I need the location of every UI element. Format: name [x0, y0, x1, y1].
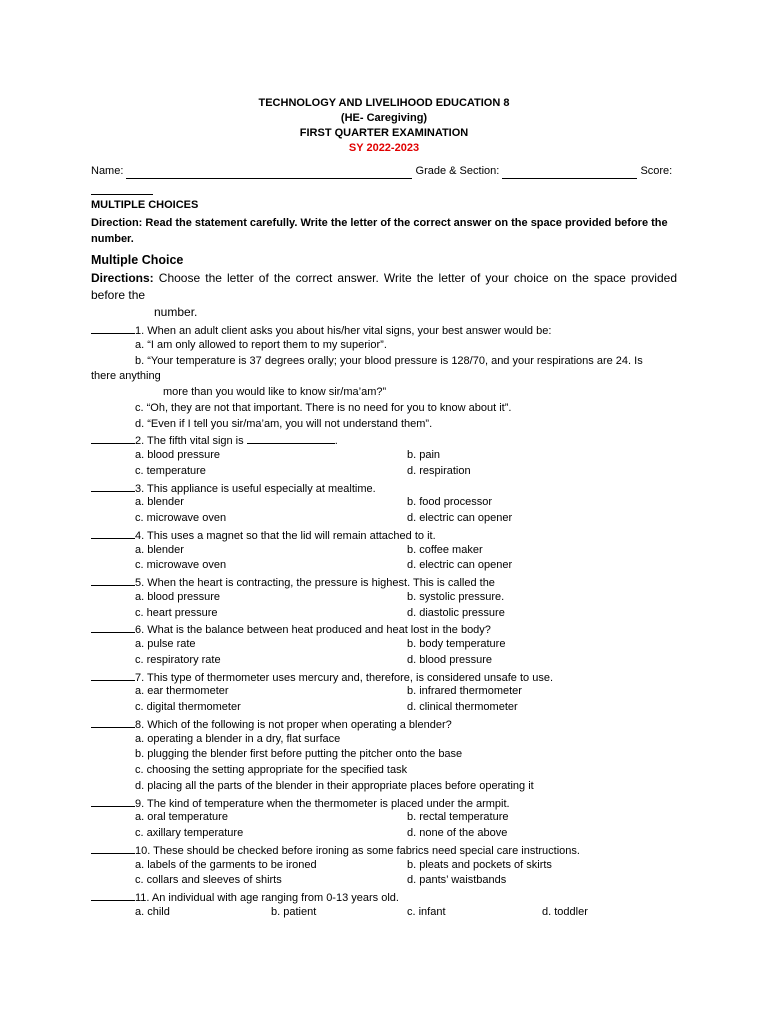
score-field[interactable]: [91, 182, 153, 195]
question-7: [91, 669, 691, 685]
choice-9c: c. axillary temperature: [135, 827, 244, 839]
choice-row: [91, 543, 691, 559]
school-year: SY 2022-2023: [348, 142, 420, 154]
choice-11d: d. toddler: [542, 905, 588, 918]
name-field[interactable]: [126, 166, 412, 179]
choice-9b: b. rectal temperature: [407, 811, 509, 824]
subject-subtitle: (HE- Caregiving): [340, 112, 428, 124]
choice-1c: c. “Oh, they are not that important. There is no need for you to know about it”.: [135, 401, 512, 414]
choice-4c: c. microwave oven: [135, 559, 227, 572]
question-6: [91, 621, 691, 637]
grade-field[interactable]: [502, 166, 637, 179]
choice-row: [91, 684, 691, 700]
choice-row: [91, 558, 691, 574]
choice-1d: d. “Even if I tell you sir/ma’am, you will not understand them”.: [135, 417, 433, 430]
student-info-row: [91, 163, 681, 195]
choice-9a: a. oral temperature: [135, 811, 228, 824]
answer-blank-5[interactable]: [91, 574, 135, 586]
answer-blank-7[interactable]: [91, 669, 135, 681]
choice-row: [91, 905, 691, 921]
choice-10a: a. labels of the garments to be ironed: [135, 858, 317, 871]
choice-10c: c. collars and sleeves of shirts: [135, 874, 282, 887]
question-stem: 2. The fifth vital sign is: [135, 435, 247, 448]
choice-row: [91, 464, 691, 480]
question-stem: 10. These should be checked before ironing as some fabrics need special care instructions.: [135, 844, 580, 857]
choice-11c: c. infant: [407, 905, 446, 918]
question-stem: 1. When an adult client asks you about his/her vital signs, your best answer would be:: [135, 325, 552, 337]
choice-8a: a. operating a blender in a dry, flat surface: [135, 732, 341, 745]
fill-blank[interactable]: [247, 432, 335, 444]
question-1: [91, 322, 691, 338]
question-stem: 6. What is the balance between heat produced and heat lost in the body?: [135, 624, 491, 637]
choice-row: [91, 495, 691, 511]
choice-row: [91, 810, 691, 826]
question-stem: 8. Which of the following is not proper when operating a blender?: [135, 718, 452, 731]
answer-blank-2[interactable]: [91, 432, 135, 444]
section1-title: MULTIPLE CHOICES: [91, 199, 199, 211]
section2-title: Multiple Choice: [91, 253, 184, 267]
subject-title: TECHNOLOGY AND LIVELIHOOD EDUCATION 8: [258, 97, 510, 109]
choice-1b: b. “Your temperature is 37 degrees orally; your blood pressure is 128/70, and your respirations are 24. Is: [135, 354, 643, 367]
section1-direction: Direction: Read the statement carefully. Write the letter of the correct answer on the space provided before the number.: [91, 217, 668, 245]
choice-10b: b. pleats and pockets of skirts: [407, 858, 552, 871]
question-11: [91, 889, 691, 905]
choice-11b: b. patient: [271, 905, 317, 918]
choice-row: [91, 873, 691, 889]
question-5: [91, 574, 691, 590]
answer-blank-11[interactable]: [91, 889, 135, 901]
choice-5c: c. heart pressure: [135, 606, 218, 619]
directions-end: number.: [154, 305, 198, 319]
choice-row: [91, 511, 691, 527]
section2-directions: [91, 270, 677, 304]
choice-row: [91, 606, 691, 622]
choice-8b: b. plugging the blender first before putting the pitcher onto the base: [135, 748, 463, 761]
question-stem: 4. This uses a magnet so that the lid will remain attached to it.: [135, 529, 436, 542]
question-stem-end: .: [334, 435, 338, 448]
choice-7a: a. ear thermometer: [135, 685, 229, 698]
choice-9d: d. none of the above: [407, 827, 508, 839]
directions-label: Directions:: [91, 271, 154, 285]
choice-5d: d. diastolic pressure: [407, 606, 505, 619]
choice-8d: d. placing all the parts of the blender in their appropriate places before operating it: [135, 779, 534, 792]
answer-blank-6[interactable]: [91, 621, 135, 633]
choice-2b: b. pain: [407, 449, 441, 461]
choice-8c: c. choosing the setting appropriate for the specified task: [135, 764, 408, 776]
choice-1a: a. “I am only allowed to report them to my superior”.: [135, 338, 387, 351]
choice-row: [91, 637, 691, 653]
question-2: [91, 432, 691, 448]
score-label: Score:: [640, 165, 673, 177]
choice-4b: b. coffee maker: [407, 543, 483, 556]
question-stem: 5. When the heart is contracting, the pressure is highest. This is called the: [135, 577, 495, 589]
choice-3c: c. microwave oven: [135, 512, 227, 524]
choice-2a: a. blood pressure: [135, 449, 220, 461]
choice-row: [91, 858, 691, 874]
choice-4d: d. electric can opener: [407, 559, 513, 572]
choice-5a: a. blood pressure: [135, 590, 220, 603]
choice-7b: b. infrared thermometer: [407, 685, 522, 698]
question-3: [91, 480, 691, 496]
answer-blank-3[interactable]: [91, 480, 135, 492]
question-stem: 7. This type of thermometer uses mercury and, therefore, is considered unsafe to use.: [135, 671, 554, 684]
choice-6c: c. respiratory rate: [135, 653, 221, 666]
question-stem: 9. The kind of temperature when the thermometer is placed under the armpit.: [135, 797, 510, 810]
choice-6a: a. pulse rate: [135, 638, 196, 650]
choice-1b-cont: more than you would like to know sir/ma’am?”: [163, 386, 387, 398]
choice-2c: c. temperature: [135, 464, 206, 477]
choice-6d: d. blood pressure: [407, 653, 492, 666]
choice-row: [91, 448, 691, 464]
directions-text: Choose the letter of the correct answer. Write the letter of your choice on the space provided before the: [91, 271, 677, 302]
choice-4a: a. blender: [135, 543, 184, 556]
choice-7c: c. digital thermometer: [135, 701, 241, 713]
choice-5b: b. systolic pressure.: [407, 590, 505, 603]
choice-2d: d. respiration: [407, 464, 471, 477]
name-label: Name:: [91, 165, 124, 177]
choice-3b: b. food processor: [407, 496, 492, 509]
choice-1b-wrap: there anything: [91, 370, 161, 383]
question-8: [91, 716, 691, 732]
choice-3a: a. blender: [135, 496, 184, 509]
answer-blank-8[interactable]: [91, 716, 135, 728]
choice-11a: a. child: [135, 905, 170, 918]
choice-row: [91, 700, 691, 716]
answer-blank-9[interactable]: [91, 795, 135, 807]
exam-title: FIRST QUARTER EXAMINATION: [299, 127, 469, 139]
choice-row: [91, 826, 691, 842]
answer-blank-4[interactable]: [91, 527, 135, 539]
answer-blank-1[interactable]: [91, 322, 135, 334]
choice-10d: d. pants’ waistbands: [407, 874, 507, 887]
answer-blank-10[interactable]: [91, 842, 135, 854]
question-10: [91, 842, 691, 858]
question-4: [91, 527, 691, 543]
choice-row: [91, 653, 691, 669]
question-stem: 3. This appliance is useful especially at mealtime.: [135, 482, 376, 495]
choice-row: [91, 590, 691, 606]
choice-7d: d. clinical thermometer: [407, 701, 518, 713]
question-list: [91, 322, 691, 921]
choice-6b: b. body temperature: [407, 638, 506, 650]
question-9: [91, 795, 691, 811]
choice-3d: d. electric can opener: [407, 512, 513, 524]
question-stem: 11. An individual with age ranging from 0-13 years old.: [135, 892, 399, 904]
grade-label: Grade & Section:: [415, 165, 500, 177]
exam-header: [0, 96, 768, 156]
